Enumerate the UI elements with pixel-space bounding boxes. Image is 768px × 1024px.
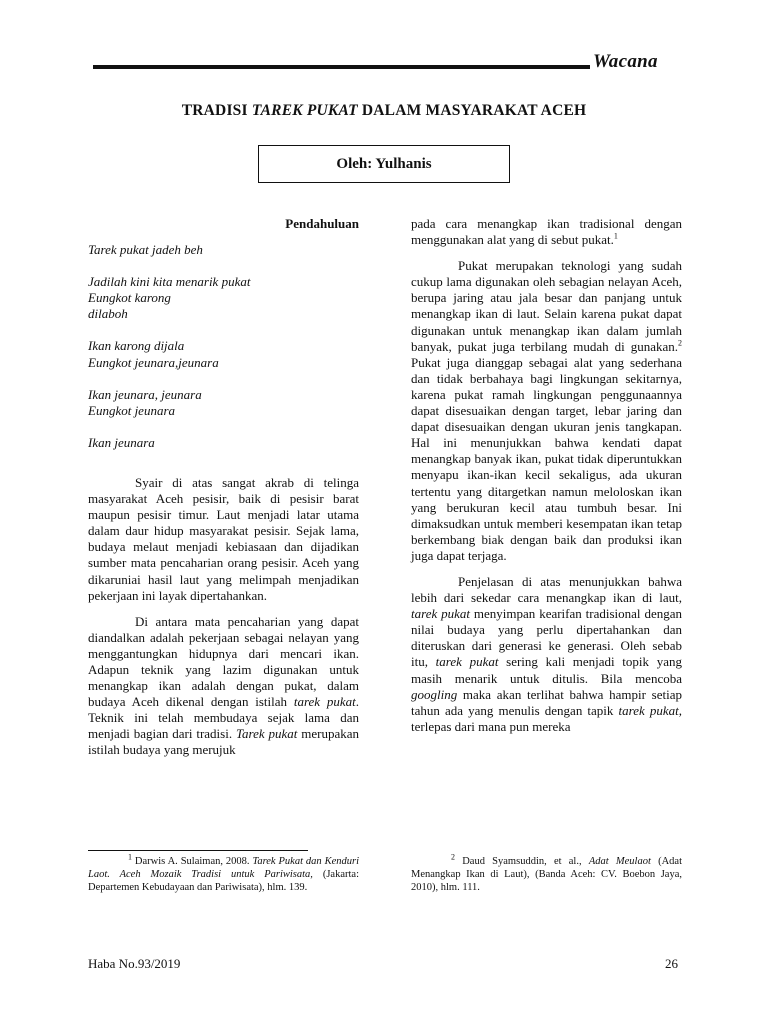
paragraph-continuation: pada cara menangkap ikan tradisional dengan menggunakan alat yang di sebut pukat.$^1$	[411, 216, 682, 248]
journal-issue: Haba No.93/2019	[88, 956, 181, 971]
paragraph-livelihood: Di antara mata pencaharian yang dapat diandalkan adalah pekerjaan sebagai nelayan yang menggantungkan hidupnya dari mencari ikan. Adapun teknik yang lazim digunakan untuk menangkap ikan adalah dengan pukat, dalam budaya Aceh dikenal dengan istilah tarek pukat. Teknik ini telah membudaya sejak lama dan menjadi bagian dari tradisi. Tarek pukat merupakan istilah budaya yang merujuk	[88, 613, 359, 758]
article-title: TRADISI TAREK PUKAT DALAM MASYARAKAT ACEH	[181, 102, 587, 119]
footnote-ref-2: 2	[678, 338, 682, 348]
poem-line: Jadilah kini kita menarik pukat	[88, 274, 251, 290]
footnote-2: $^2$ Daud Syamsuddin, et al., Adat Meulaot (Adat Menangkap Ikan di Laut), (Banda Aceh: CV. Boebon Jaya, 2010), hlm. 111.	[411, 852, 682, 893]
poem-line: Eungkot jeunara	[88, 402, 176, 418]
poem-stanza-1	[88, 242, 359, 258]
paragraph-cultural-value: Penjelasan di atas menunjukkan bahwa lebih dari sekedar cara menangkap ikan di laut, tarek pukat menyimpan kearifan tradisional dengan nilai budaya yang perlu dipertahankan dan diteruskan dari generasi ke generasi. Oleh sebab itu, tarek pukat sering kali menjadi topik yang masih menarik untuk ditulis. Bila mencoba googling maka akan terlihat bahwa hampir setiap tahun ada yang menulis dengan tapik tarek pukat, terlepas dari mana pun mereka	[411, 573, 682, 734]
footnote-divider	[88, 850, 308, 851]
author-box	[258, 145, 510, 183]
paragraph-pukat-technology: Pukat merupakan teknologi yang sudah cukup lama digunakan oleh sebagian nelayan Aceh, berupa jaring atau jala besar dan panjang untuk menangkap ikan di laut. Selain karena pukat dapat digunakan untuk menangkap ikan dalam jumlah banyak, pukat juga terbilang mudah di gunakan.$^2$ Pukat juga dianggap sebagai alat yang sederhana dan tidak berbahaya bagi lingkungan sekitarnya, karena pukat ramah lingkungan penggunaannya dapat disesuaikan dengan target, lebar jaring dan dapat disesuaikan dengan ukuran jenis tangkapan. Hal ini menunjukkan bahwa kendati dapat menangkap banyak ikan, pukat tidak diperuntukkan menyapu ikan-ikan kecil sekaligus, ada ukuran tertentu yang ditargetkan namun meloloskan ikan yang berukuran kecil atau tumbuh besar. Ini dimaksudkan untuk memberi kesempatan ikan tetap berkembang biak dengan baik dan produksi ikan juga dapat terjaga.	[411, 258, 682, 563]
poem-line: Tarek pukat jadeh beh	[88, 242, 203, 258]
poem-line: dilaboh	[88, 306, 128, 322]
poem-line: Eungkot karong	[88, 290, 171, 306]
footnote-1: $^1$ Darwis A. Sulaiman, 2008. Tarek Pukat dan Kenduri Laot. Aceh Mozaik Tradisi untuk Pariwisata, (Jakarta: Departemen Kebudayaan dan Pariwisata), hlm. 139.	[88, 852, 359, 893]
poem-line: Ikan jeunara, jeunara	[88, 386, 202, 402]
paragraph-intro: Syair di atas sangat akrab di telinga masyarakat Aceh pesisir, baik di pesisir barat maupun pesisir timur. Laut menjadi latar utama dalam daur hidup masyarakat pesisir. Sejak lama, budaya melaut menjadi kebiasaan dan dijadikan sumber mata pencaharian orang pesisir. Aceh yang dikaruniai hasil laut yang melimpah menjadikan pekerjaan ini layak dipertahankan.	[88, 474, 359, 603]
poem-stanza-4	[88, 387, 359, 419]
header-rule	[93, 65, 590, 69]
section-label: Wacana	[593, 51, 658, 72]
poem-stanza-5	[88, 435, 359, 451]
poem-line: Ikan jeunara	[88, 434, 155, 450]
footnote-ref-1: 1	[613, 231, 618, 241]
poem-line: Eungkot jeunara,jeunara	[88, 354, 219, 370]
poem-stanza-2	[88, 274, 359, 322]
page-number: 26	[665, 956, 678, 971]
left-column	[88, 216, 359, 769]
poem-line: Ikan karong dijala	[88, 338, 185, 354]
author-name: Oleh: Yulhanis	[336, 156, 432, 172]
section-heading: Pendahuluan	[285, 216, 359, 231]
poem-stanza-3	[88, 338, 359, 370]
right-column	[411, 216, 682, 745]
